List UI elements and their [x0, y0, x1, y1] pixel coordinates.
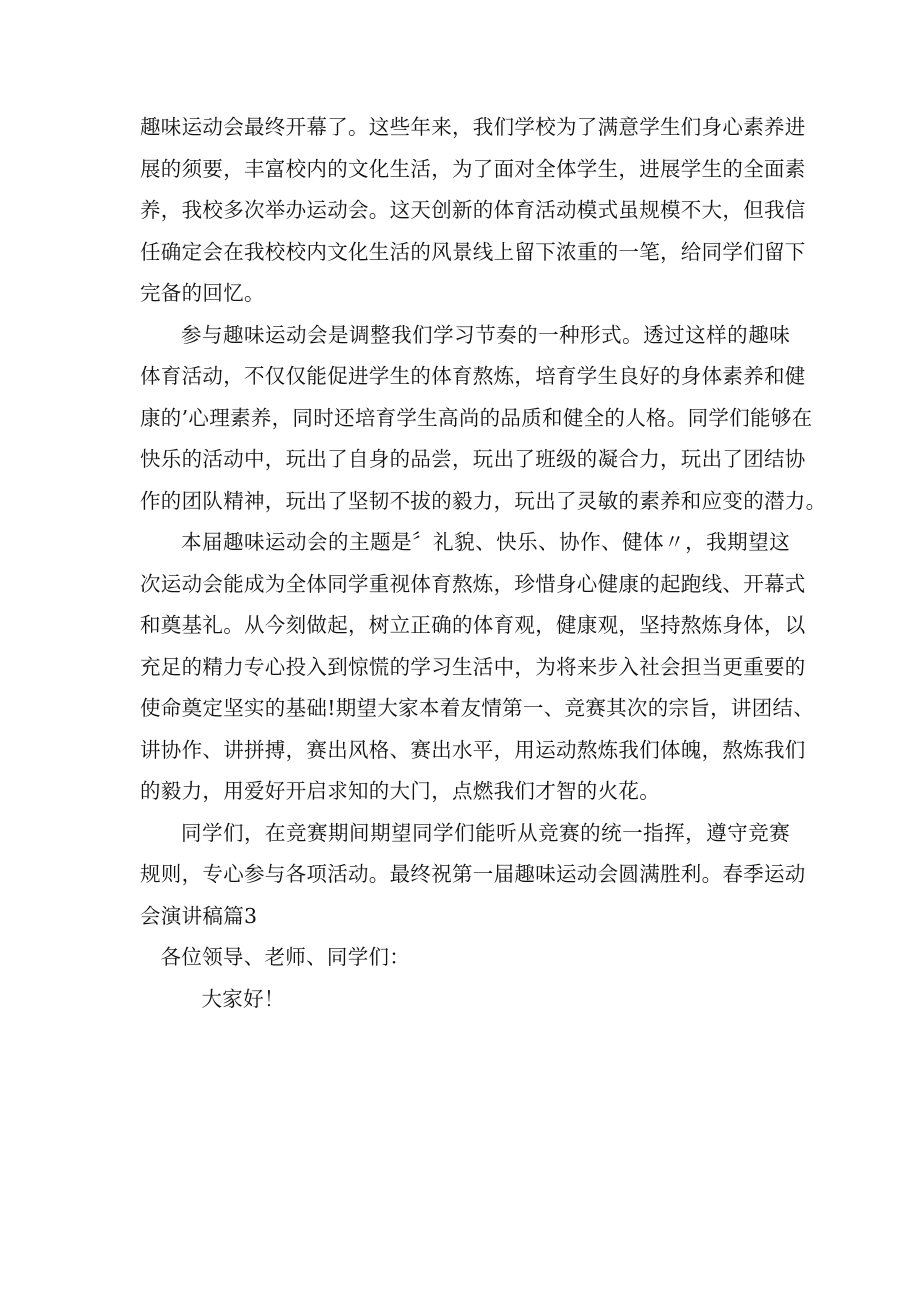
paragraph-3: [140, 522, 815, 813]
paragraph-4: [140, 813, 806, 938]
paragraph-line: 会演讲稿篇3: [140, 903, 258, 928]
paragraph-line: 参与趣味运动会是调整我们学习节奏的一种形式。透过这样的趣味: [181, 322, 790, 347]
paragraph-line: 和奠基礼。从今刻做起，树立正确的体育观，健康观，坚持熬炼身体，以: [140, 613, 806, 637]
paragraph-line: 使命奠定坚实的基础!期望大家本着友情第一、竞赛其次的宗旨，讲团结、: [140, 696, 815, 720]
paragraph-line: 养，我校多次举办运动会。这天创新的体育活动模式虽规模不大，但我信: [140, 198, 806, 222]
paragraph-2: [140, 315, 827, 523]
paragraph-line: 本届趣味运动会的主题是〞礼貌、快乐、协作、健体〃，我期望这: [181, 530, 790, 554]
paragraph-line: 完备的回忆。: [140, 281, 265, 305]
paragraph-line: 快乐的活动中，玩出了自身的品尝，玩出了班级的凝合力，玩出了团结协: [140, 447, 806, 471]
paragraph-line: 展的须要，丰富校内的文化生活，为了面对全体学生，进展学生的全面素: [140, 156, 806, 181]
paragraph-line: 充足的精力专心投入到惊慌的学习生活中，为将来步入社会担当更重要的: [140, 654, 806, 679]
paragraph-line: 康的’心理素养，同时还培育学生高尚的品质和健全的人格。同学们能够在: [140, 405, 813, 430]
paragraph-line: 任确定会在我校校内文化生活的风景线上留下浓重的一笔，给同学们留下: [140, 239, 806, 264]
paragraph-1: [140, 107, 806, 315]
greeting: 大家好！: [201, 986, 285, 1011]
salutation: 各位领导、老师、同学们：: [160, 945, 411, 969]
paragraph-line: 同学们，在竞赛期间期望同学们能听从竞赛的统一指挥，遵守竞赛: [181, 820, 790, 845]
paragraph-line: 体育活动，不仅仅能促进学生的体育熬炼，培育学生良好的身体素养和健: [140, 364, 806, 388]
paragraph-line: 作的团队精神，玩出了坚韧不拔的毅力，玩出了灵敏的素养和应变的潜力。: [140, 488, 827, 513]
paragraph-line: 趣味运动会最终开幕了。这些年来，我们学校为了满意学生们身心素养进: [140, 115, 806, 139]
paragraph-line: 讲协作、讲拼搏，赛出风格、赛出水平，用运动熬炼我们体魄，熬炼我们: [140, 737, 806, 762]
paragraph-line: 次运动会能成为全体同学重视体育熬炼，珍惜身心健康的起跑线、开幕式: [140, 571, 806, 596]
paragraph-line: 规则，专心参与各项活动。最终祝第一届趣味运动会圆满胜利。春季运动: [140, 862, 806, 886]
paragraph-line: 的毅力，用爱好开启求知的大门，点燃我们才智的火花。: [140, 779, 660, 803]
document-body: [140, 107, 827, 1020]
